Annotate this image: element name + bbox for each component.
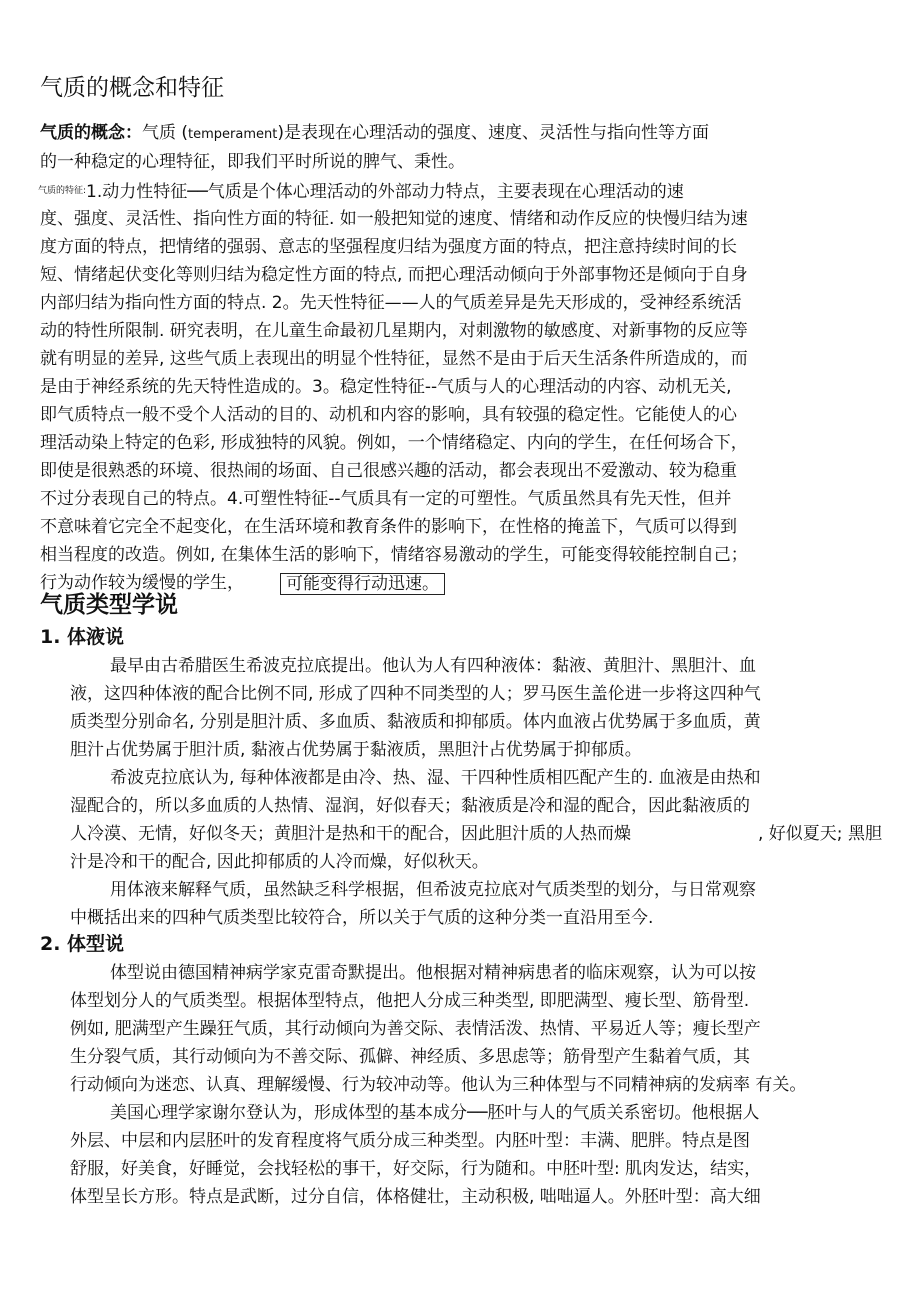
concept-text-b: )是表现在心理活动的强度、速度、灵活性与指向性等方面: [277, 123, 710, 143]
features-line: 相当程度的改造。例如, 在集体生活的影响下，情绪容易激动的学生，可能变得较能控制自己；: [40, 545, 748, 565]
features-last-line: 行为动作较为缓慢的学生，: [40, 573, 244, 593]
concept-label: 气质的概念：: [40, 123, 142, 143]
features-text: 1.动力性特征──气质是个体心理活动的外部动力特点，主要表现在心理活动的速: [86, 182, 684, 202]
sub1-line: 最早由古希腊医生希波克拉底提出。他认为人有四种液体：黏液、黄胆汁、黑胆汁、血: [110, 656, 756, 676]
sub2-line: 外层、中层和内层胚叶的发育程度将气质分成三种类型。内胚叶型：丰满、肥胖。特点是图: [70, 1131, 750, 1151]
features-line: 就有明显的差异, 这些气质上表现出的明显个性特征，显然不是由于后天生活条件所造成的，而: [40, 349, 748, 369]
features-line: 动的特性所限制. 研究表明，在儿童生命最初几星期内，对刺激物的敏感度、对新事物的反应等: [40, 321, 748, 341]
features-line: 即使是很熟悉的环境、很热闹的场面、自己很感兴趣的活动，都会表现出不爱激动、较为稳重: [40, 461, 737, 481]
features-line: 即气质特点一般不受个人活动的目的、动机和内容的影响，具有较强的稳定性。它能使人的心: [40, 405, 737, 425]
sub2-line: 美国心理学家谢尔登认为，形成体型的基本成分──胚叶与人的气质关系密切。他根据人: [110, 1103, 760, 1123]
concept-line-1: [40, 122, 709, 146]
features-line: 是由于神经系统的先天特性造成的。3。稳定性特征--气质与人的心理活动的内容、动机无关,: [40, 377, 732, 397]
features-line: 不过分表现自己的特点。4.可塑性特征--气质具有一定的可塑性。气质虽然具有先天性，但并: [40, 489, 732, 509]
sub2-line: 体型划分人的气质类型。根据体型特点，他把人分成三种类型, 即肥满型、瘦长型、筋骨型.: [70, 991, 750, 1011]
sub2-line: 例如, 肥满型产生躁狂气质，其行动倾向为善交际、表情活泼、热情、平易近人等；瘦长型产: [70, 1019, 761, 1039]
features-line: 短、情绪起伏变化等则归结为稳定性方面的特点, 而把心理活动倾向于外部事物还是倾向于自身: [40, 265, 748, 285]
sub1-line: 中概括出来的四种气质类型比较符合，所以关于气质的这种分类一直沿用至今.: [70, 908, 654, 928]
sub2-line: 体型呈长方形。特点是武断，过分自信，体格健壮，主动积极, 咄咄逼人。外胚叶型：高大细: [70, 1187, 761, 1207]
sub1-line: 用体液来解释气质，虽然缺乏科学根据，但希波克拉底对气质类型的划分，与日常观察: [110, 880, 756, 900]
features-line: 内部归结为指向性方面的特点. 2。先天性特征——人的气质差异是先天形成的，受神经系统活: [40, 293, 742, 313]
features-label: 气质的特征:: [38, 186, 87, 196]
concept-text-a: 气质 (: [142, 123, 189, 143]
sub2-line: 生分裂气质，其行动倾向为不善交际、孤僻、神经质、多思虑等；筋骨型产生黏着气质，其: [70, 1047, 750, 1067]
subsection-title: 1. 体液说: [40, 626, 125, 648]
sub2-line: 舒服，好美食，好睡觉，会找轻松的事干，好交际，行为随和。中胚叶型: 肌肉发达，结实，: [70, 1159, 762, 1179]
features-line: 不意味着它完全不起变化，在生活环境和教育条件的影响下，在性格的掩盖下，气质可以得到: [40, 517, 737, 537]
features-boxed-text: 可能变得行动迅速。: [280, 573, 445, 595]
subsection-title: 2. 体型说: [40, 933, 125, 955]
sub1-line: 希波克拉底认为, 每种体液都是由冷、热、湿、干四种性质相匹配产生的. 血液是由热和: [110, 768, 761, 788]
concept-term: temperament: [188, 127, 278, 142]
features-line-1: [38, 180, 684, 203]
sub2-line: 体型说由德国精神病学家克雷奇默提出。他根据对精神病患者的临床观察，认为可以按: [110, 963, 756, 983]
page-title: 气质的概念和特征: [40, 75, 224, 101]
sub1-line: 湿配合的，所以多血质的人热情、湿润，好似春天；黏液质是冷和湿的配合，因此黏液质的: [70, 796, 750, 816]
features-line: 度、强度、灵活性、指向性方面的特征. 如一般把知觉的速度、情绪和动作反应的快慢归结为速: [40, 209, 748, 229]
sub1-line: 液，这四种体液的配合比例不同, 形成了四种不同类型的人；罗马医生盖伦进一步将这四种气: [70, 684, 761, 704]
features-line: 理活动染上特定的色彩, 形成独特的风貌。例如，一个情绪稳定、内向的学生，在任何场合下，: [40, 433, 748, 453]
features-line: 度方面的特点，把情绪的强弱、意志的坚强程度归结为强度方面的特点，把注意持续时间的长: [40, 237, 737, 257]
sub1-line: 胆汁占优势属于胆汁质, 黏液占优势属于黏液质，黑胆汁占优势属于抑郁质。: [70, 740, 642, 760]
sub2-line: 行动倾向为迷恋、认真、理解缓慢、行为较冲动等。他认为三种体型与不同精神病的发病率 有关。: [70, 1075, 807, 1095]
sub1-line-7b: , 好似夏天; 黑胆: [758, 824, 882, 844]
sub1-line: 汁是冷和干的配合, 因此抑郁质的人冷而燥，好似秋天。: [70, 852, 489, 872]
sub1-line-7a: 人冷漠、无情，好似冬天；黄胆汁是热和干的配合，因此胆汁质的人热而燥: [70, 824, 631, 844]
concept-line-2: 的一种稳定的心理特征，即我们平时所说的脾气、秉性。: [40, 152, 465, 172]
sub1-line: 质类型分别命名, 分别是胆汁质、多血质、黏液质和抑郁质。体内血液占优势属于多血质，黄: [70, 712, 761, 732]
section-title: 气质类型学说: [40, 592, 178, 618]
